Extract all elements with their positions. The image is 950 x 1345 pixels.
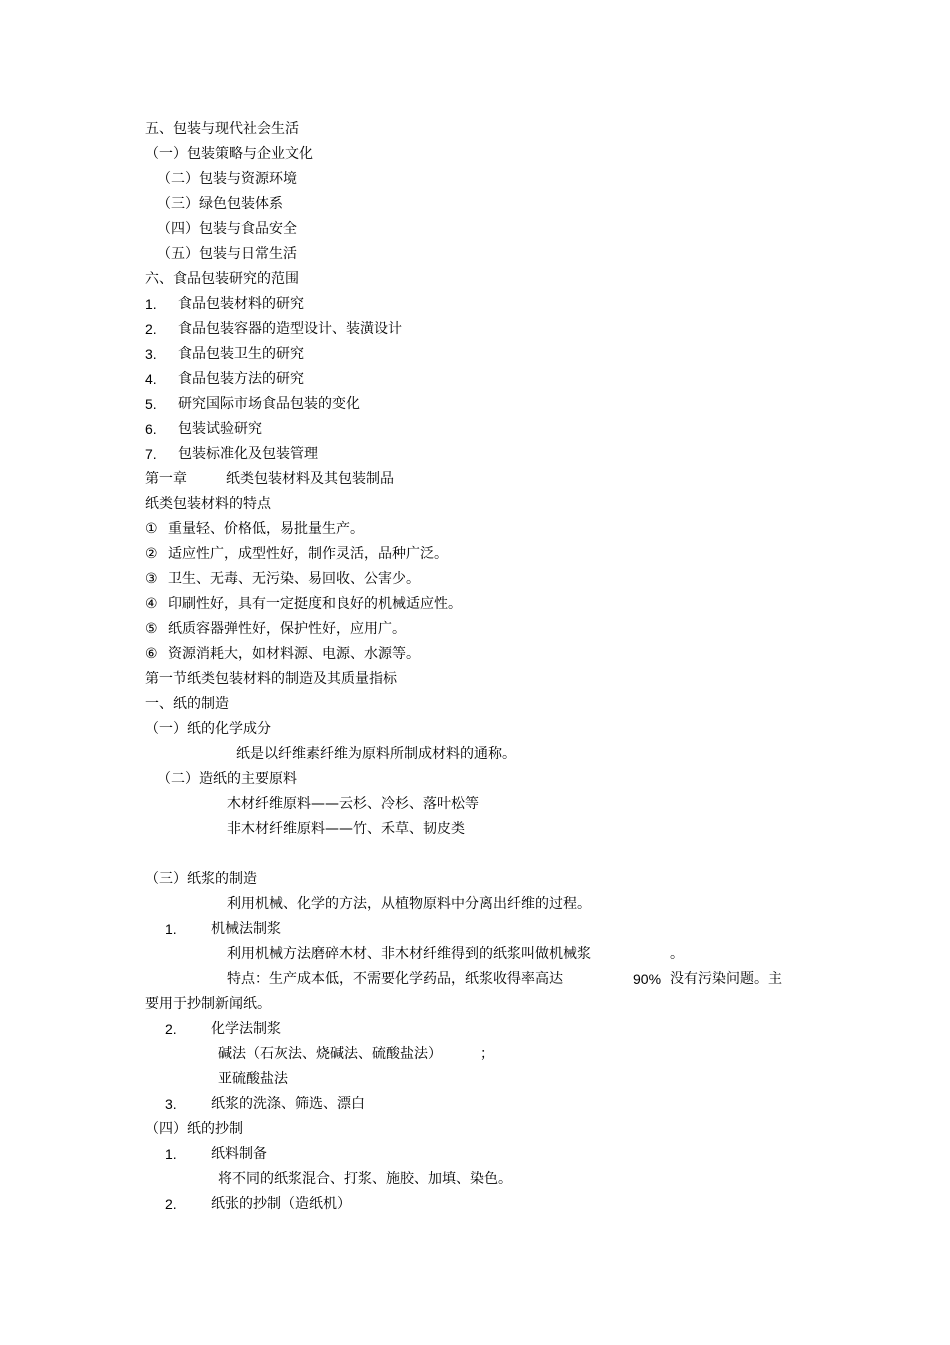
mech-pulp-def: 利用机械方法磨碎木材、非木材纤维得到的纸浆叫做机械浆 (227, 946, 591, 962)
mech-pulp-def-end: 。 (670, 946, 684, 962)
feature-mark: ④ (145, 596, 158, 612)
chem-pulp-alkali-end: ； (480, 1046, 494, 1062)
raw-nonwood: 非木材纤维原料——竹、禾草、韧皮类 (227, 821, 465, 837)
list-number: 1. (165, 1146, 177, 1162)
list-number: 2. (165, 1196, 177, 1212)
feature-text: 印刷性好，具有一定挺度和良好的机械适应性。 (168, 596, 462, 612)
features-title: 纸类包装材料的特点 (145, 496, 271, 512)
mech-pulp-feature-cont: 没有污染问题。主 (670, 971, 782, 987)
list-number: 2. (165, 1021, 177, 1037)
list-item: 食品包装材料的研究 (178, 296, 304, 312)
list-number: 1. (165, 921, 177, 937)
section5-item: （一）包装策略与企业文化 (145, 146, 313, 162)
list-number: 7. (145, 446, 157, 462)
list-number: 2. (145, 321, 157, 337)
pulp-yield-percent: 90% (633, 971, 662, 987)
mech-pulp-title: 机械法制浆 (211, 921, 281, 937)
mech-pulp-feature-end: 要用于抄制新闻纸。 (145, 996, 271, 1012)
paper-machine-title: 纸张的抄制（造纸机） (211, 1196, 351, 1212)
chem-pulp-sulfite: 亚硫酸盐法 (218, 1071, 288, 1087)
chapter-label: 第一章 (145, 471, 187, 487)
list-number: 3. (145, 346, 157, 362)
section5-item: （四）包装与食品安全 (157, 221, 297, 237)
pulp-title: （三）纸浆的制造 (145, 871, 257, 887)
list-item: 食品包装卫生的研究 (178, 346, 304, 362)
section1-title: 第一节纸类包装材料的制造及其质量指标 (145, 671, 397, 687)
pulp-washing-title: 纸浆的洗涤、筛选、漂白 (211, 1096, 365, 1112)
chem-pulp-title: 化学法制浆 (211, 1021, 281, 1037)
section5-item: （二）包装与资源环境 (157, 171, 297, 187)
list-item: 研究国际市场食品包装的变化 (178, 396, 360, 412)
chem-title: （一）纸的化学成分 (145, 721, 271, 737)
list-item: 包装标准化及包装管理 (178, 446, 318, 462)
chem-pulp-alkali: 碱法（石灰法、烧碱法、硫酸盐法） (218, 1046, 442, 1062)
chem-text: 纸是以纤维素纤维为原料所制成材料的通称。 (236, 746, 516, 762)
copy-title: （四）纸的抄制 (145, 1121, 243, 1137)
list-number: 1. (145, 296, 157, 312)
list-item: 食品包装容器的造型设计、装潢设计 (178, 321, 402, 337)
section5-item: （三）绿色包装体系 (157, 196, 283, 212)
stock-prep-text: 将不同的纸浆混合、打浆、施胶、加填、染色。 (218, 1171, 512, 1187)
list-item: 包装试验研究 (178, 421, 262, 437)
section5-item: （五）包装与日常生活 (157, 246, 297, 262)
feature-text: 纸质容器弹性好，保护性好，应用广。 (168, 621, 406, 637)
paper-making-heading: 一、纸的制造 (145, 696, 229, 712)
list-number: 3. (165, 1096, 177, 1112)
section5-title: 五、包装与现代社会生活 (145, 121, 299, 137)
chapter-title: 纸类包装材料及其包装制品 (226, 471, 394, 487)
list-item: 食品包装方法的研究 (178, 371, 304, 387)
raw-title: （二）造纸的主要原料 (157, 771, 297, 787)
feature-text: 重量轻、价格低，易批量生产。 (168, 521, 364, 537)
section6-title: 六、食品包装研究的范围 (145, 271, 299, 287)
feature-text: 适应性广，成型性好，制作灵活，品种广泛。 (168, 546, 448, 562)
list-number: 6. (145, 421, 157, 437)
raw-wood: 木材纤维原料——云杉、冷杉、落叶松等 (227, 796, 479, 812)
feature-mark: ③ (145, 571, 158, 587)
list-number: 5. (145, 396, 157, 412)
mech-pulp-feature: 特点：生产成本低，不需要化学药品，纸浆收得率高达 (227, 971, 563, 987)
feature-mark: ⑤ (145, 621, 158, 637)
pulp-intro: 利用机械、化学的方法，从植物原料中分离出纤维的过程。 (227, 896, 591, 912)
feature-mark: ② (145, 546, 158, 562)
feature-mark: ⑥ (145, 646, 158, 662)
feature-text: 资源消耗大，如材料源、电源、水源等。 (168, 646, 420, 662)
feature-mark: ① (145, 521, 158, 537)
stock-prep-title: 纸料制备 (211, 1146, 267, 1162)
list-number: 4. (145, 371, 157, 387)
feature-text: 卫生、无毒、无污染、易回收、公害少。 (168, 571, 420, 587)
